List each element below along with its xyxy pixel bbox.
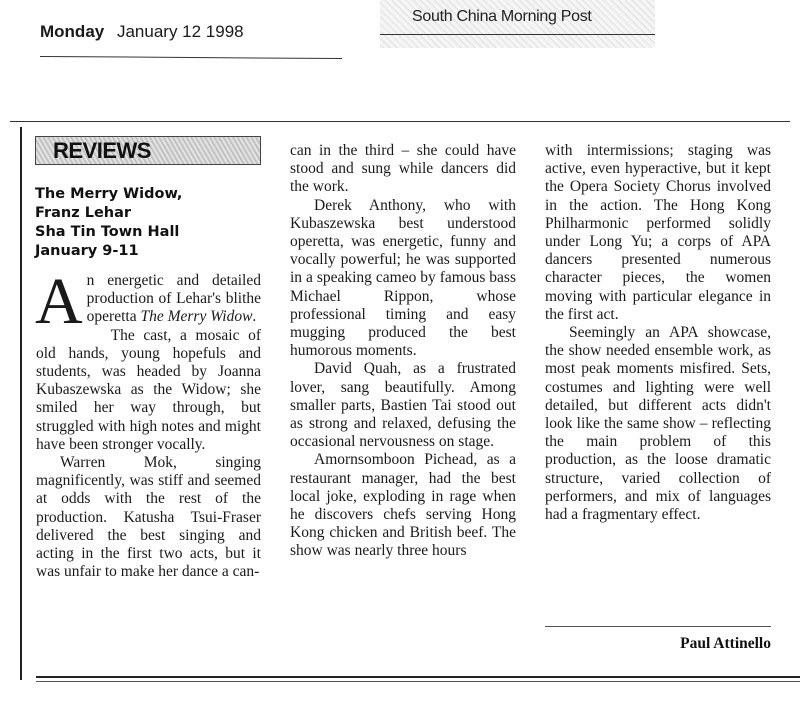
section-label: REVIEWS xyxy=(53,138,151,163)
dateline-rule xyxy=(40,56,342,59)
byline: Paul Attinello xyxy=(680,635,771,652)
lead-end: . xyxy=(252,308,257,326)
paragraph-continuation: can in the third – she could have stood and sung while dancers did the work. xyxy=(290,142,516,196)
headline-dates: January 9-11 xyxy=(35,243,139,259)
headline-title: The Merry Widow, xyxy=(35,186,183,202)
lead-text: n energetic and detailed production of Lehar's blithe operetta xyxy=(86,272,261,326)
article-column-2 xyxy=(290,142,516,561)
dateline-day: Monday xyxy=(40,22,105,41)
article-column-1 xyxy=(35,265,261,581)
byline-rule xyxy=(545,626,771,627)
paragraph: Amornsomboon Pichead, as a restaurant manager, had the best local joke, exploding in rage when he discovers chefs serving Hong Kong chicken and British beef. The show was nearly three hours xyxy=(290,451,516,560)
paragraph: The cast, a mosaic of old hands, young hopefuls and students, was headed by Joanna Kubaszewska as the Widow; she smiled her way through, but struggled with high notes and might have been stronger vocally. xyxy=(36,326,261,453)
bottom-rule-thin xyxy=(36,681,800,682)
masthead xyxy=(380,0,655,48)
review-headline xyxy=(35,185,182,261)
dateline xyxy=(40,22,244,42)
masthead-rule xyxy=(380,34,655,35)
bottom-rule xyxy=(36,676,800,678)
masthead-name: South China Morning Post xyxy=(412,8,592,25)
lead-title: The Merry Widow xyxy=(140,308,253,326)
paragraph: Derek Anthony, who with Kubaszewska best understood operetta, was energetic, funny and vocally powerful; he was supported in a speaking cameo by famous bass Michael Rippon, whose professional timing and easy mugging produced the best humorous moments. xyxy=(290,196,516,360)
paragraph-continuation: with intermissions; staging was active, even hyperactive, but it kept the Opera Society Chorus involved in the action. The Hong Kong Philharmonic performed solidly under Long Yu; a corps of APA dancers presented numerous character pieces, the women moving with particular elegance in the first act. xyxy=(545,142,771,323)
paragraph: Seemingly an APA showcase, the show needed ensemble work, as most peak moments misfired. Sets, costumes and lighting were well detailed, but different acts didn't look like the same show – reflecting the main problem of this production, as the loose dramatic structure, varied collection of performers, and mix of languages had a fragmentary effect. xyxy=(545,324,771,524)
headline-composer: Franz Lehar xyxy=(35,205,132,221)
top-divider xyxy=(10,121,790,122)
paragraph: David Quah, as a frustrated lover, sang beautifully. Among smaller parts, Bastien Tai stood out as strong and relaxed, defusing the occasional nervousness on stage. xyxy=(290,360,516,451)
paragraph: Warren Mok, singing magnificently, was stiff and seemed at odds with the rest of the production. Katusha Tsui-Fraser delivered the best singing and acting in the first two acts, but it was unfair to make her dance a can- xyxy=(36,454,261,581)
article-column-3 xyxy=(545,142,771,524)
left-column-rule xyxy=(20,127,22,680)
lead-paragraph xyxy=(35,265,261,338)
drop-cap: A xyxy=(35,265,83,338)
dateline-date: January 12 1998 xyxy=(116,22,244,41)
section-banner xyxy=(35,136,261,165)
headline-venue: Sha Tin Town Hall xyxy=(35,224,180,240)
